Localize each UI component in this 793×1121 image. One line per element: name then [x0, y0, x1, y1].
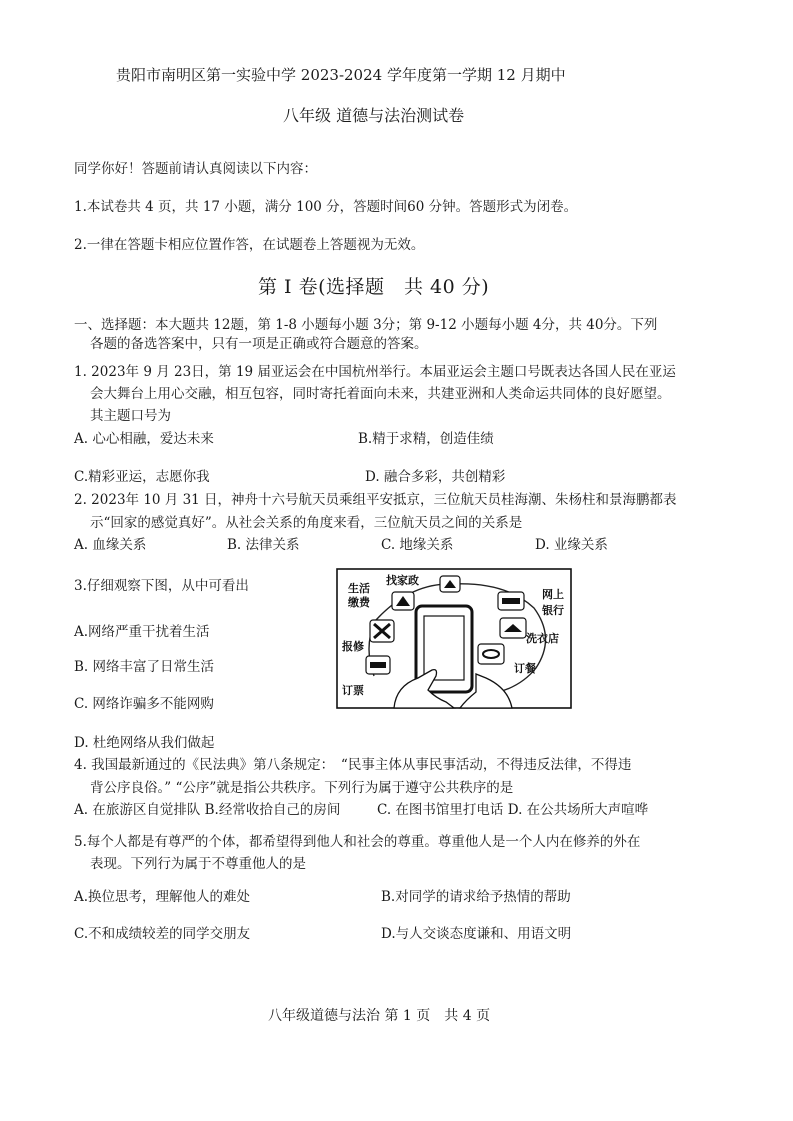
exam-title: 八年级 道德与法治测试卷	[283, 106, 465, 125]
school-title: 贵阳市南明区第一实验中学 2023-2024 学年度第一学期 12 月期中	[116, 66, 566, 84]
question-1-option-b[interactable]: B.精于求精，创造佳绩	[358, 431, 494, 447]
question-4-option-cd[interactable]: C. 在图书馆里打电话 D. 在公共场所大声喧哗	[377, 802, 649, 818]
question-2-option-b[interactable]: B. 法律关系	[227, 537, 300, 553]
question-1-option-a[interactable]: A. 心心相融，爱达未来	[74, 431, 214, 447]
question-5-option-d[interactable]: D.与人交谈态度谦和、用语文明	[381, 926, 572, 942]
question-3-option-d[interactable]: D. 杜绝网络从我们做起	[74, 735, 215, 751]
label-top: 找家政	[386, 574, 419, 587]
question-3-option-c[interactable]: C. 网络诈骗多不能网购	[74, 696, 214, 712]
question-5-option-b[interactable]: B.对同学的请求给予热情的帮助	[381, 889, 571, 905]
question-4-line-1: 4. 我国最新通过的《民法典》第八条规定： “民事主体从事民事活动，不得违反法律，不得违	[74, 757, 632, 773]
notice-item-2: 2.一律在答题卡相应位置作答，在试题卷上答题视为无效。	[74, 237, 425, 253]
notice-greeting: 同学你好！答题前请认真阅读以下内容：	[74, 161, 317, 177]
label-right-2: 银行	[542, 604, 564, 617]
question-2-option-d[interactable]: D. 业缘关系	[535, 537, 608, 553]
label-right-1: 网上	[542, 588, 564, 601]
question-4-line-2: 背公序良俗。” “公序”就是指公共秩序。下列行为属于遵守公共秩序的是	[90, 780, 514, 796]
label-left-4: 订票	[342, 684, 364, 697]
question-1-line-3: 其主题口号为	[90, 408, 171, 424]
question-1-line-2: 会大舞台上用心交融，相互包容，同时寄托着面向未来，共建亚洲和人类命运共同体的良好愿望。	[90, 386, 671, 402]
question-5-line-2: 表现。下列行为属于不尊重他人的是	[90, 856, 306, 872]
question-4-option-ab[interactable]: A. 在旅游区自觉排队 B.经常收拾自己的房间	[74, 802, 341, 818]
question-1-option-d[interactable]: D. 融合多彩，共创精彩	[365, 469, 506, 485]
food-order-icon	[478, 644, 504, 664]
ticket-icon-mark	[370, 662, 386, 668]
question-5-option-a[interactable]: A.换位思考，理解他人的难处	[74, 889, 251, 905]
section-intro-line-1: 一、选择题：本大题共 12题，第 1-8 小题每小题 3分；第 9-12 小题每小题 4分，共 40分。下列	[74, 317, 658, 333]
section-title: 第 I 卷(选择题 共 40 分)	[258, 276, 490, 298]
online-bank-icon-mark	[502, 598, 520, 604]
section-intro-line-2: 各题的备选答案中，只有一项是正确或符合题意的答案。	[90, 336, 428, 352]
question-3-figure	[336, 568, 572, 709]
question-2-option-c[interactable]: C. 地缘关系	[381, 537, 454, 553]
question-2-line-1: 2. 2023年 10 月 31 日，神舟十六号航天员乘组平安抵京，三位航天员桂海潮、朱杨柱和景海鹏都表	[74, 492, 677, 508]
network-life-illustration	[336, 568, 572, 709]
question-1-line-1: 1. 2023年 9 月 23日，第 19 届亚运会在中国杭州举行。本届亚运会主题口号既表达各国人民在亚运	[74, 364, 676, 380]
notice-item-1: 1.本试卷共 4 页，共 17 小题，满分 100 分，答题时间60 分钟。答题形式为闭卷。	[74, 199, 578, 215]
label-left-3: 报修	[342, 640, 364, 653]
question-1-option-c[interactable]: C.精彩亚运，志愿你我	[74, 469, 210, 485]
question-2-option-a[interactable]: A. 血缘关系	[74, 537, 147, 553]
label-right-4: 订餐	[514, 662, 536, 675]
question-5-line-1: 5.每个人都是有尊严的个体，都希望得到他人和社会的尊重。尊重他人是一个人内在修养的外在	[74, 834, 641, 850]
question-2-line-2: 示“回家的感觉真好”。从社会关系的角度来看，三位航天员之间的关系是	[90, 515, 523, 531]
label-left-1: 生活	[348, 582, 370, 595]
label-right-3: 洗衣店	[526, 632, 559, 645]
page-footer: 八年级道德与法治 第 1 页 共 4 页	[268, 1008, 491, 1024]
question-3-option-b[interactable]: B. 网络丰富了日常生活	[74, 659, 215, 675]
question-3-line-1: 3.仔细观察下图，从中可看出	[74, 578, 249, 594]
label-left-2: 缴费	[348, 596, 370, 609]
question-3-option-a[interactable]: A.网络严重干扰着生活	[74, 624, 210, 640]
question-5-option-c[interactable]: C.不和成绩较差的同学交朋友	[74, 926, 251, 942]
